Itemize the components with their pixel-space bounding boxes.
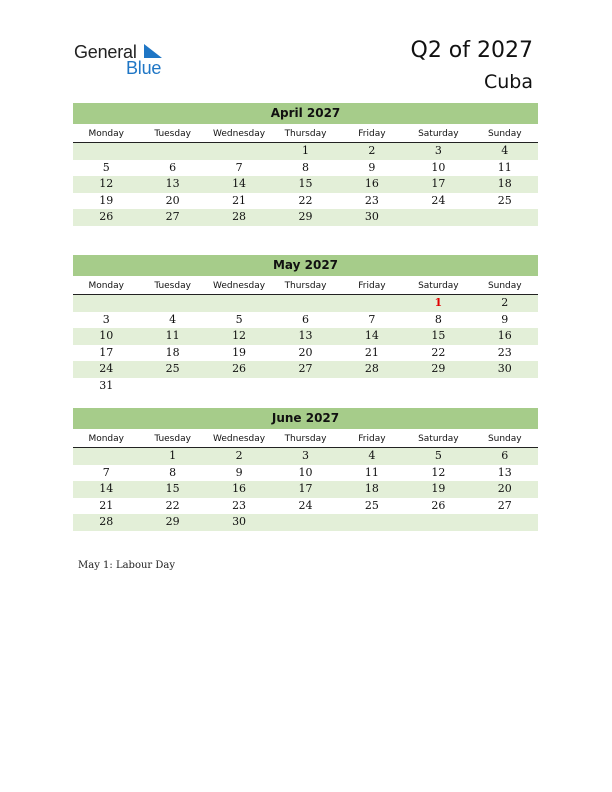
day-cell: 13: [165, 177, 180, 191]
day-cell: 17: [298, 482, 313, 496]
day-cell: 20: [497, 482, 512, 496]
day-cell: 11: [497, 160, 512, 174]
empty-day-cell: [472, 378, 538, 395]
weekday-header-row: [73, 278, 538, 295]
day-cell: 18: [497, 177, 512, 191]
day-cell: 11: [364, 465, 379, 479]
day-cell: 9: [368, 160, 376, 174]
empty-day-cell: [472, 209, 538, 226]
empty-day-cell: [206, 295, 272, 312]
day-cell: 13: [298, 329, 313, 343]
day-cell: 21: [99, 498, 114, 512]
weekday-label: Saturday: [418, 434, 459, 444]
weekday-label: Monday: [88, 129, 124, 139]
weekday-header-row: [73, 126, 538, 143]
day-cell: 14: [364, 329, 379, 343]
weekday-label: Sunday: [487, 129, 522, 139]
day-cell: 8: [434, 312, 442, 326]
day-cell: 14: [232, 177, 247, 191]
day-cell: 10: [298, 465, 313, 479]
week-row: [73, 312, 538, 329]
day-cell: 19: [431, 482, 446, 496]
week-row: [73, 448, 538, 465]
day-cell: 1: [169, 449, 177, 462]
empty-day-cell: [472, 514, 538, 531]
week-row: [73, 193, 538, 210]
day-cell: 25: [165, 362, 180, 376]
empty-day-cell: [206, 378, 272, 395]
week-row: [73, 481, 538, 498]
day-cell: 24: [431, 193, 446, 207]
day-cell: 7: [102, 465, 110, 479]
day-cell: 3: [434, 144, 442, 157]
day-cell: 17: [431, 177, 446, 191]
day-cell: 12: [99, 177, 114, 191]
day-cell: 15: [165, 482, 180, 496]
day-cell: 5: [434, 449, 442, 462]
day-cell: 10: [431, 160, 446, 174]
day-cell: 27: [298, 362, 313, 376]
weekday-label: Wednesday: [213, 434, 266, 444]
day-cell: 29: [298, 210, 313, 224]
weekday-label: Monday: [88, 434, 124, 444]
weekday-label: Thursday: [284, 129, 327, 139]
generalblue-logo: [74, 42, 184, 78]
day-cell: 6: [169, 160, 177, 174]
day-cell: 26: [232, 362, 247, 376]
day-cell: 19: [232, 345, 247, 359]
week-row: [73, 295, 538, 312]
empty-day-cell: [405, 209, 471, 226]
weekday-header-row: [73, 431, 538, 448]
month-header: April 2027: [73, 103, 538, 124]
day-cell: 28: [364, 362, 379, 376]
week-row: [73, 465, 538, 482]
day-cell: 12: [232, 329, 247, 343]
day-cell: 22: [298, 193, 313, 207]
day-cell: 6: [501, 449, 509, 462]
day-cell: 23: [232, 498, 247, 512]
empty-day-cell: [339, 378, 405, 395]
weekday-label: Thursday: [284, 434, 327, 444]
empty-day-cell: [272, 378, 338, 395]
day-cell: 7: [368, 312, 376, 326]
weekday-label: Saturday: [418, 281, 459, 291]
empty-day-cell: [73, 295, 139, 312]
weekday-label: Friday: [358, 434, 386, 444]
day-cell: 5: [102, 160, 110, 174]
day-cell: 18: [165, 345, 180, 359]
day-cell: 25: [364, 498, 379, 512]
weekday-label: Saturday: [418, 129, 459, 139]
empty-day-cell: [139, 378, 205, 395]
day-cell: 2: [368, 144, 376, 157]
day-cell: 29: [165, 515, 180, 529]
month-calendar-may: [73, 255, 538, 395]
day-cell: 1: [301, 144, 309, 157]
weekday-label: Friday: [358, 281, 386, 291]
day-cell: 17: [99, 345, 114, 359]
day-cell: 28: [232, 210, 247, 224]
day-cell: 26: [99, 210, 114, 224]
week-row: [73, 328, 538, 345]
empty-day-cell: [272, 295, 338, 312]
empty-day-cell: [73, 448, 139, 465]
weeks-container: [73, 448, 538, 531]
day-cell: 4: [169, 312, 177, 326]
month-calendar-april: [73, 103, 538, 226]
day-cell: 20: [165, 193, 180, 207]
weekday-label: Wednesday: [213, 281, 266, 291]
empty-day-cell: [339, 514, 405, 531]
day-cell: 11: [165, 329, 180, 343]
day-cell: 7: [235, 160, 243, 174]
day-cell: 22: [431, 345, 446, 359]
empty-day-cell: [139, 295, 205, 312]
day-cell: 3: [102, 312, 110, 326]
day-cell: 25: [497, 193, 512, 207]
country-name: Cuba: [483, 71, 533, 93]
week-row: [73, 160, 538, 177]
empty-day-cell: [206, 143, 272, 160]
empty-day-cell: [405, 378, 471, 395]
day-cell: 12: [431, 465, 446, 479]
day-cell: 31: [99, 378, 114, 392]
day-cell: 21: [232, 193, 247, 207]
day-cell: 6: [301, 312, 309, 326]
weekday-label: Friday: [358, 129, 386, 139]
day-cell: 9: [501, 312, 509, 326]
day-cell: 2: [501, 296, 509, 309]
day-cell: 15: [431, 329, 446, 343]
day-cell: 5: [235, 312, 243, 326]
weekday-label: Monday: [88, 281, 124, 291]
day-cell: 10: [99, 329, 114, 343]
week-row: [73, 209, 538, 226]
day-cell: 23: [364, 193, 379, 207]
day-cell: 23: [497, 345, 512, 359]
weekday-label: Tuesday: [154, 281, 191, 291]
weeks-container: [73, 143, 538, 226]
week-row: [73, 143, 538, 160]
empty-day-cell: [73, 143, 139, 160]
day-cell: 27: [165, 210, 180, 224]
day-cell: 18: [364, 482, 379, 496]
month-header: May 2027: [73, 255, 538, 276]
week-row: [73, 361, 538, 378]
day-cell: 24: [99, 362, 114, 376]
day-cell: 16: [232, 482, 247, 496]
logo-word-general: General: [74, 42, 137, 62]
month-calendar-june: [73, 408, 538, 531]
empty-day-cell: [139, 143, 205, 160]
week-row: [73, 345, 538, 362]
week-row: [73, 498, 538, 515]
day-cell: 26: [431, 498, 446, 512]
day-cell: 20: [298, 345, 313, 359]
day-cell: 30: [497, 362, 512, 376]
day-cell: 30: [232, 515, 247, 529]
weeks-container: [73, 295, 538, 395]
holiday-day-cell: 1: [434, 296, 443, 309]
day-cell: 27: [497, 498, 512, 512]
day-cell: 2: [235, 449, 243, 462]
page-title: Q2 of 2027: [410, 38, 533, 63]
weekday-label: Sunday: [487, 281, 522, 291]
day-cell: 21: [364, 345, 379, 359]
weekday-label: Tuesday: [154, 129, 191, 139]
empty-day-cell: [339, 295, 405, 312]
day-cell: 24: [298, 498, 313, 512]
week-row: [73, 514, 538, 531]
day-cell: 4: [501, 144, 509, 157]
day-cell: 3: [301, 449, 309, 462]
day-cell: 14: [99, 482, 114, 496]
month-header: June 2027: [73, 408, 538, 429]
day-cell: 16: [497, 329, 512, 343]
day-cell: 8: [301, 160, 309, 174]
day-cell: 9: [235, 465, 243, 479]
week-row: [73, 176, 538, 193]
weekday-label: Sunday: [487, 434, 522, 444]
day-cell: 19: [99, 193, 114, 207]
day-cell: 28: [99, 515, 114, 529]
empty-day-cell: [272, 514, 338, 531]
weekday-label: Thursday: [284, 281, 327, 291]
day-cell: 30: [364, 210, 379, 224]
logo-word-blue: Blue: [126, 58, 162, 78]
day-cell: 29: [431, 362, 446, 376]
empty-day-cell: [405, 514, 471, 531]
day-cell: 4: [368, 449, 376, 462]
day-cell: 16: [364, 177, 379, 191]
day-cell: 15: [298, 177, 313, 191]
weekday-label: Wednesday: [213, 129, 266, 139]
weekday-label: Tuesday: [154, 434, 191, 444]
day-cell: 13: [497, 465, 512, 479]
day-cell: 22: [165, 498, 180, 512]
day-cell: 8: [169, 465, 177, 479]
holiday-note: May 1: Labour Day: [78, 560, 175, 571]
week-row: [73, 378, 538, 395]
